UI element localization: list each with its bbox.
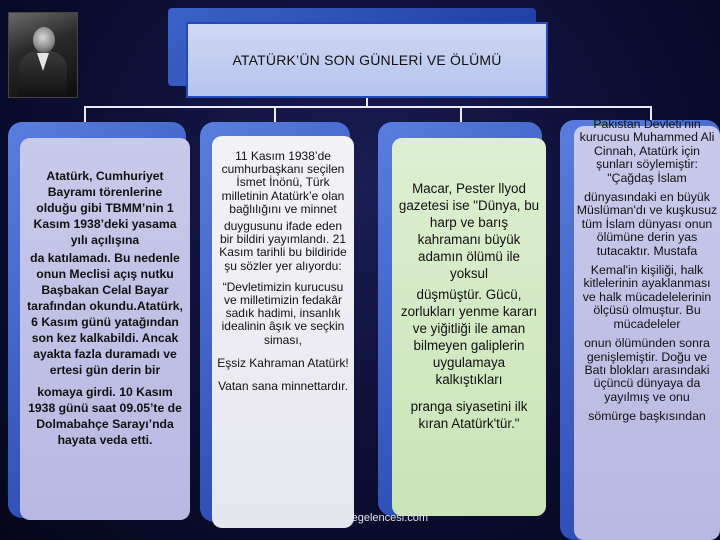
card-1-paragraph-1: Atatürk, Cumhuriyet Bayramı törenlerine olduğu gibi TBMM’nin 1 Kasım 1938’deki yasama yılı açılışına: [33, 169, 177, 247]
card-3-paragraph-1: Macar, Pester llyod gazetesi ise "Dünya, bu harp ve barış kahramanı büyük adamın ölümü ile yoksul: [398, 181, 540, 281]
card-3-paragraph-2: düşmüştür. Gücü, zorlukları yenme kararı ve yiğitliği ile aman bilmeyen galiplerin uygulamaya kalkıştıkları: [400, 287, 538, 387]
card-2: [212, 136, 354, 528]
page-title-text: ATATÜRK’ÜN SON GÜNLERİ VE ÖLÜMÜ: [232, 52, 502, 68]
card-4-paragraph-2: dünyasındaki en büyük Müslüman'dı ve kuşkusuz tüm İslam dünyası onun ölümüne derin yas tutacaktır. Mustafa: [576, 190, 718, 258]
card-2-paragraph-5: Vatan sana minnettardır.: [218, 379, 348, 394]
card-2-paragraph-2: duygusunu ifade eden bir bildiri yayımlandı. 21 Kasım tarihli bu bildiride şu sözler yer alıyordu:: [219, 219, 347, 273]
card-4-paragraph-4: onun ölümünden sonra genişlemiştir. Doğu ve Batı blokları arasındaki üçüncü dünyaya da yayılmış ve onu: [584, 336, 710, 404]
card-2-paragraph-3: “Devletimizin kurucusu ve milletimizin fedakâr sadık hadimi, insanlık idealinin âşık ve seçkin siması,: [221, 279, 345, 347]
card-1: [20, 138, 190, 520]
card-1-paragraph-2: da katılamadı. Bu nedenle onun Meclisi açış nutku Başbakan Celal Bayar tarafından okundu.Atatürk, 6 Kasım günü yatağından son kez kalkabildi. Ancak ayakta fazla duramadı ve ertesi gün derin bir: [27, 251, 183, 377]
card-4-paragraph-3: Kemal'in kişiliği, halk kitlelerinin ayaklanması ve halk mücadelelerinin ölçüsü olmuştur. Bu mücadeleler: [582, 263, 712, 331]
portrait-head-shape: [33, 27, 55, 53]
card-4: [574, 117, 720, 540]
card-4-paragraph-5: sömürge başkısından: [588, 409, 706, 424]
card-2-paragraph-4: Eşsiz Kahraman Atatürk!: [217, 355, 349, 370]
page-title: [186, 22, 548, 98]
card-3-paragraph-3: pranga siyasetini ilk kıran Atatürk'tür.": [410, 399, 528, 431]
ataturk-portrait-photo: [8, 12, 78, 98]
card-1-paragraph-3: komaya girdi. 10 Kasım 1938 günü saat 09.05’te de Dolmabahçe Sarayı’nda hayata veda etti.: [28, 385, 182, 447]
card-4-paragraph-1: Pakistan Devleti’nin kurucusu Muhammed Ali Cinnah, Atatürk için şunları söylemiştir: "Çağdaş İslam: [579, 117, 715, 185]
connector-horizontal-bar: [84, 106, 652, 108]
watermark-text: www.tarihegelencesi.com: [303, 512, 429, 524]
card-3: [392, 138, 546, 516]
card-2-paragraph-1: 11 Kasım 1938’de cumhurbaşkanı seçilen İsmet İnönü, Türk milletinin Atatürk’e olan bağlılığını ve minnet: [221, 149, 345, 216]
